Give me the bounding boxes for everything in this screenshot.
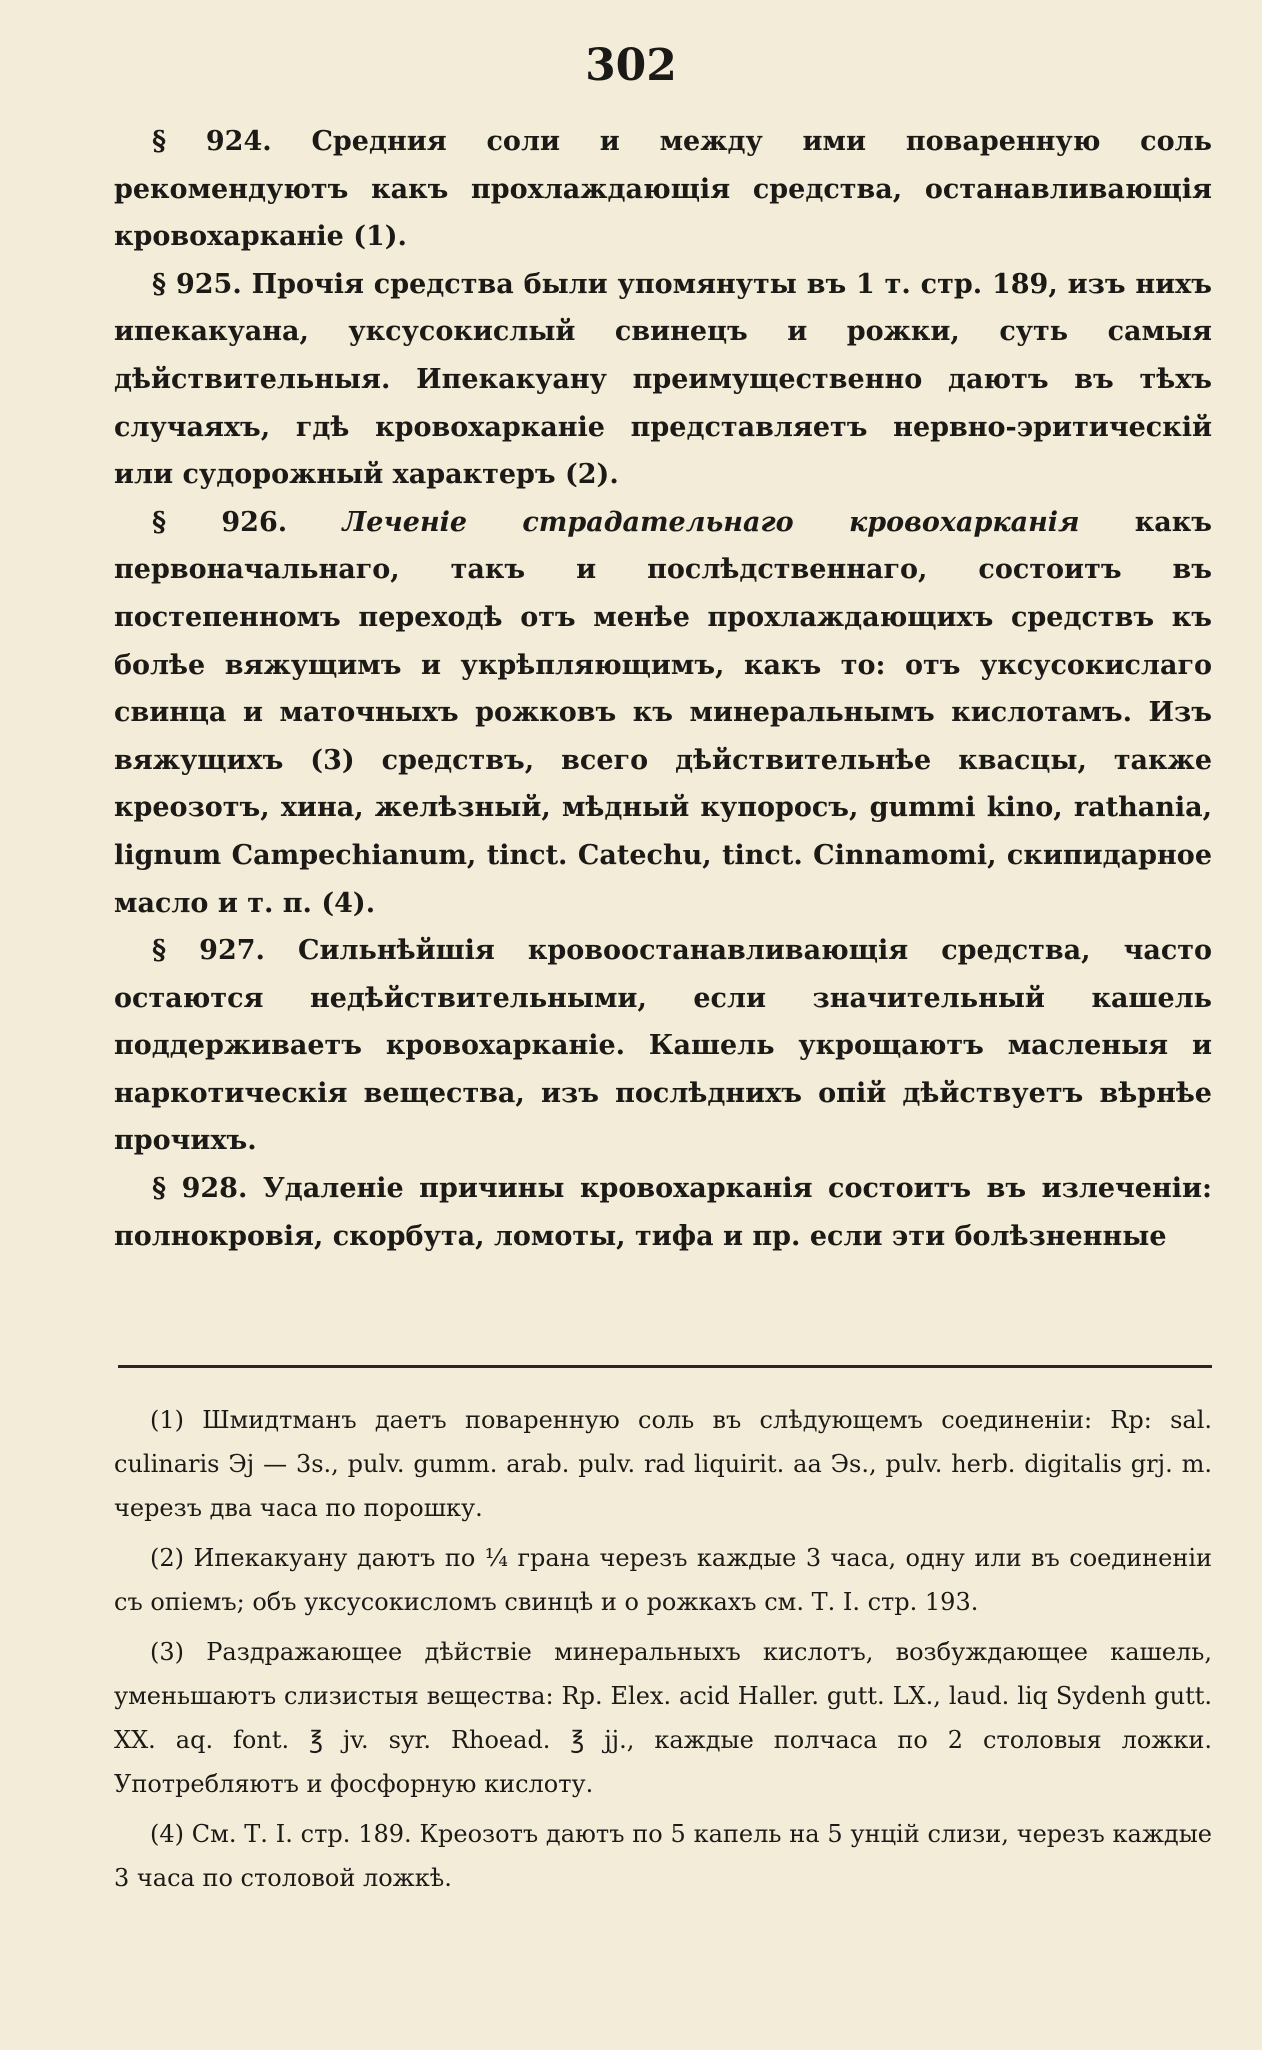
paragraph-text: Прочія средства были упомянуты въ 1 т. стр. 189, изъ нихъ ипекакуана, уксусокислый свинецъ и рожки, суть самыя дѣйствительныя. Ипекакуану преимущественно даютъ въ тѣхъ случаяхъ, гдѣ кровохарканіе представляетъ нервно-эритическій или судорожный характеръ (2). [114,268,1212,491]
footnote-divider [118,1365,1212,1368]
paragraph-text: Удаленіе причины кровохарканія состоитъ въ излеченіи: полнокровія, скорбута, ломоты, тифа и пр. если эти болѣзненные [114,1173,1212,1252]
section-number: § 927. [152,935,265,967]
paragraph-927 [114,927,1212,1165]
section-number: § 928. [152,1173,248,1205]
paragraph-928 [114,1165,1212,1260]
italic-heading: Леченіе страдательнаго кровохарканія [342,506,1080,538]
main-text [114,118,1212,1260]
section-number: § 926. [152,506,288,538]
paragraph-924 [114,118,1212,261]
paragraph-926 [114,499,1212,927]
paragraph-text: Сильнѣйшія кровоостанавливающія средства, часто остаются недѣйствительными, если значительный кашель поддерживаетъ кровохарканіе. Кашель укрощаютъ масленыя и наркотическія вещества, изъ послѣднихъ опій дѣйствуетъ вѣрнѣе прочихъ. [114,935,1213,1157]
paragraph-text: какъ первоначальнаго, такъ и послѣдственнаго, состоитъ въ постепенномъ переходѣ отъ менѣе прохлаждающихъ средствъ къ болѣе вяжущимъ и укрѣпляющимъ, какъ то: отъ уксусокислаго свинца и маточныхъ рожковъ къ минеральнымъ кислотамъ. Изъ вяжущихъ (3) средствъ, всего дѣйствительнѣе квасцы, также креозотъ, хина, желѣзный, мѣдный купоросъ, gummi kino, rathania, lignum Campechianum, tinct. Catechu, tinct. Cinnamomi, скипидарное масло и т. п. (4). [114,506,1212,919]
footnote-4: (4) См. Т. I. стр. 189. Креозотъ даютъ по 5 капель на 5 унцій слизи, черезъ каждые 3 часа по столовой ложкѣ. [114,1820,1212,1892]
section-number: § 924. [152,126,272,157]
footnote-3: (3) Раздражающее дѣйствіе минеральныхъ кислотъ, возбуждающее кашель, уменьшаютъ слизистыя вещества: Rp. Elex. acid Haller. gutt. LX., laud. liq Sydenh gutt. XX. aq. font. ℥ jv. syr. Rhoead. ℥ jj., каждые полчаса по 2 столовыя ложки. Употребляютъ и фосфорную кислоту. [114,1638,1212,1798]
section-number: § 925. [152,268,242,300]
footnotes [114,1398,1212,1906]
footnote-1: (1) Шмидтманъ даетъ поваренную соль въ слѣдующемъ соединеніи: Rp: sal. culinaris Эj — 3s., pulv. gumm. arab. pulv. rad liquirit. aa Эs., pulv. herb. digitalis grj. m. черезъ два часа по порошку. [114,1406,1212,1522]
footnote-2: (2) Ипекакуану даютъ по ¼ грана черезъ каждые 3 часа, одну или въ соединеніи съ опіемъ; объ уксусокисломъ свинцѣ и о рожкахъ см. Т. I. стр. 193. [114,1544,1212,1616]
paragraph-text: Средния соли и между ими поваренную соль рекомендуютъ какъ прохлаждающія средства, останавливающія кровохарканіе (1). [114,126,1212,253]
page-number: 302 [585,40,677,91]
paragraph-925 [114,261,1212,499]
